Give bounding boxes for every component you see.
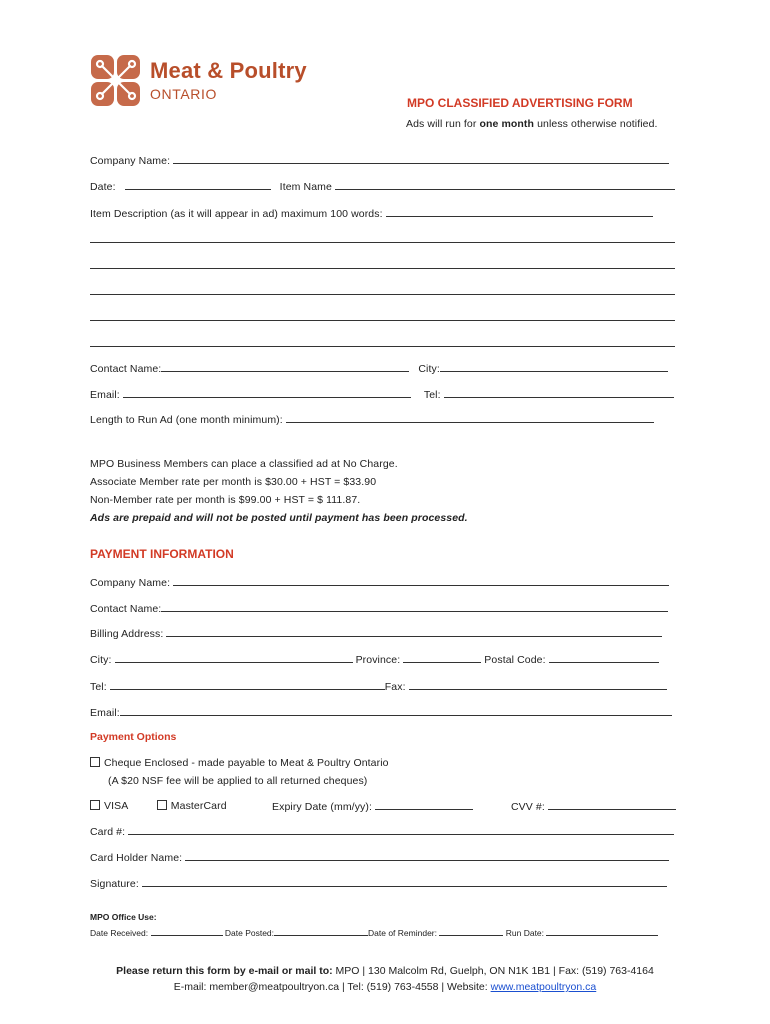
contact-name-field[interactable]: [161, 362, 409, 372]
payment-city-label: City:: [90, 654, 112, 666]
fax-field[interactable]: [409, 680, 667, 690]
item-description-row: [90, 207, 653, 220]
logo-name: Meat & Poultry: [150, 58, 307, 83]
logo: [90, 54, 350, 110]
item-description-line-3[interactable]: [90, 285, 675, 295]
footer-line-1: [0, 965, 770, 977]
footer-address: MPO | 130 Malcolm Rd, Guelph, ON N1K 1B1 | Fax: (519) 763-4164: [332, 965, 654, 977]
city-label: City:: [418, 363, 440, 375]
date-label: Date:: [90, 181, 116, 193]
payment-company-row: [90, 576, 669, 589]
visa-label: VISA: [104, 800, 128, 812]
company-name-field[interactable]: [173, 154, 669, 164]
expiry-label: Expiry Date (mm/yy):: [272, 801, 373, 813]
item-description-line-1[interactable]: [90, 233, 675, 243]
payment-options-heading: Payment Options: [90, 731, 177, 743]
payment-company-label: Company Name:: [90, 577, 171, 589]
signature-label: Signature:: [90, 878, 139, 890]
date-received-field[interactable]: [151, 928, 223, 936]
date-received-label: Date Received:: [90, 928, 149, 938]
website-link[interactable]: www.meatpoultryon.ca: [490, 981, 597, 993]
card-holder-label: Card Holder Name:: [90, 852, 183, 864]
form-note-post: unless otherwise notified.: [534, 118, 658, 130]
mastercard-checkbox[interactable]: [157, 800, 167, 810]
payment-email-field[interactable]: [120, 706, 672, 716]
logo-sub: ONTARIO: [150, 86, 217, 102]
rate-line-2: Associate Member rate per month is $30.00 + HST = $33.90: [90, 476, 377, 488]
date-reminder-field[interactable]: [439, 928, 503, 936]
cheque-option[interactable]: [90, 757, 389, 769]
item-name-label: Item Name: [279, 181, 332, 193]
item-description-line-5[interactable]: [90, 337, 675, 347]
length-label: Length to Run Ad (one month minimum):: [90, 414, 283, 426]
item-description-label: Item Description (as it will appear in ad) maximum 100 words:: [90, 208, 383, 220]
payment-tel-field[interactable]: [110, 680, 385, 690]
form-note-pre: Ads will run for: [406, 118, 480, 130]
length-row: [90, 413, 654, 426]
contact-name-label: Contact Name:: [90, 363, 162, 375]
expiry-field[interactable]: [375, 800, 473, 810]
payment-contact-label: Contact Name:: [90, 603, 162, 615]
rate-line-4: Ads are prepaid and will not be posted until payment has been processed.: [90, 512, 468, 524]
email-label: Email:: [90, 389, 120, 401]
card-holder-field[interactable]: [185, 851, 669, 861]
mastercard-label: MasterCard: [170, 800, 227, 812]
payment-tel-row: [90, 680, 667, 693]
footer-bold: Please return this form by e-mail or mail to:: [116, 965, 333, 977]
payment-city-row: [90, 653, 659, 666]
billing-address-row: [90, 627, 662, 640]
item-description-field[interactable]: [386, 207, 653, 217]
cheque-checkbox[interactable]: [90, 757, 100, 767]
cvv-field[interactable]: [548, 800, 676, 810]
billing-address-field[interactable]: [166, 627, 662, 637]
rate-line-1: MPO Business Members can place a classified ad at No Charge.: [90, 458, 398, 470]
office-use-row: [90, 928, 658, 938]
tel-field[interactable]: [444, 388, 674, 398]
card-number-row: [90, 825, 674, 838]
card-type-row: [90, 800, 227, 812]
office-use-heading: MPO Office Use:: [90, 912, 157, 922]
tel-label: Tel:: [423, 389, 441, 401]
logo-mark-icon: [90, 54, 142, 108]
rate-line-3: Non-Member rate per month is $99.00 + HST = $ 111.87.: [90, 494, 361, 506]
cvv-label: CVV #:: [511, 801, 545, 813]
payment-city-field[interactable]: [115, 653, 353, 663]
payment-contact-row: [90, 602, 668, 615]
item-description-line-2[interactable]: [90, 259, 675, 269]
form-note-bold: one month: [479, 118, 535, 130]
date-reminder-label: Date of Reminder:: [368, 928, 437, 938]
payment-tel-label: Tel:: [90, 681, 107, 693]
expiry-row: [272, 800, 473, 813]
province-label: Province:: [355, 654, 401, 666]
mastercard-option[interactable]: [157, 800, 227, 812]
signature-row: [90, 877, 667, 890]
province-field[interactable]: [403, 653, 481, 663]
city-field[interactable]: [440, 362, 668, 372]
date-row: [90, 180, 675, 193]
payment-company-field[interactable]: [173, 576, 669, 586]
fax-label: Fax:: [384, 681, 406, 693]
nsf-note: (A $20 NSF fee will be applied to all returned cheques): [108, 775, 368, 787]
billing-address-label: Billing Address:: [90, 628, 164, 640]
payment-email-row: [90, 706, 672, 719]
company-name-row: [90, 154, 669, 167]
date-field[interactable]: [125, 180, 271, 190]
item-description-line-4[interactable]: [90, 311, 675, 321]
run-date-label: Run Date:: [505, 928, 545, 938]
card-number-field[interactable]: [128, 825, 674, 835]
company-name-label: Company Name:: [90, 155, 171, 167]
form-note: [406, 118, 658, 130]
payment-contact-field[interactable]: [161, 602, 668, 612]
payment-heading: PAYMENT INFORMATION: [90, 547, 234, 561]
payment-email-label: Email:: [90, 707, 120, 719]
run-date-field[interactable]: [546, 928, 658, 936]
cvv-row: [511, 800, 676, 813]
length-field[interactable]: [286, 413, 654, 423]
card-holder-row: [90, 851, 669, 864]
email-field[interactable]: [123, 388, 411, 398]
email-row: [90, 388, 674, 401]
postal-code-label: Postal Code:: [484, 654, 546, 666]
card-number-label: Card #:: [90, 826, 126, 838]
cheque-label: Cheque Enclosed - made payable to Meat & Poultry Ontario: [104, 757, 389, 769]
date-posted-field[interactable]: [274, 928, 368, 936]
footer-line-2: [0, 981, 770, 993]
visa-checkbox[interactable]: [90, 800, 100, 810]
visa-option[interactable]: [90, 800, 128, 812]
postal-code-field[interactable]: [549, 653, 659, 663]
item-name-field[interactable]: [335, 180, 675, 190]
date-posted-label: Date Posted:: [224, 928, 275, 938]
footer-contact: E-mail: member@meatpoultryon.ca | Tel: (519) 763-4558 | Website:: [173, 981, 491, 993]
signature-field[interactable]: [142, 877, 667, 887]
contact-row: [90, 362, 668, 375]
form-title: MPO CLASSIFIED ADVERTISING FORM: [407, 96, 633, 110]
